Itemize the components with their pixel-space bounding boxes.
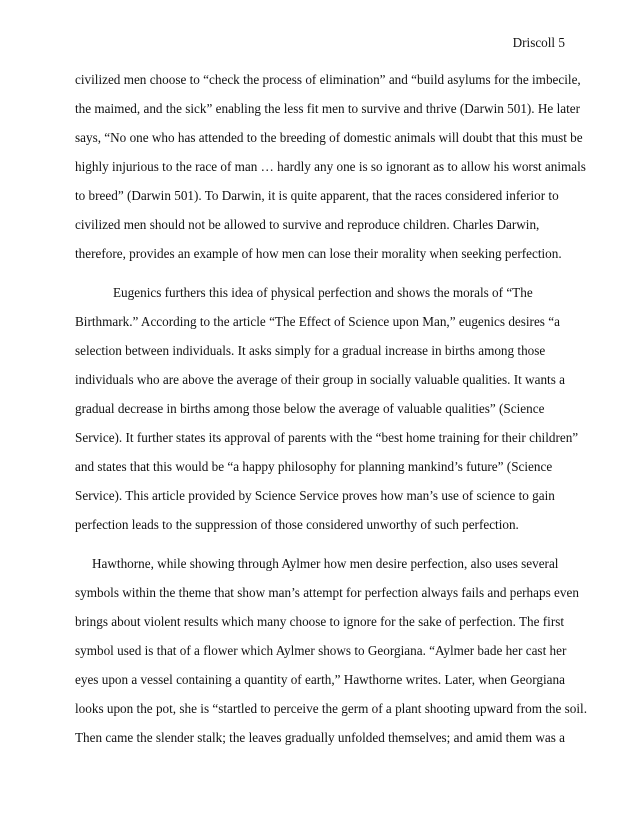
paragraph-line: symbol used is that of a flower which Aylmer shows to Georgiana. “Aylmer bade her cast her: [75, 643, 567, 658]
paragraph-line: therefore, provides an example of how men can lose their morality when seeking perfection.: [75, 246, 562, 261]
paragraph-line: selection between individuals. It asks simply for a gradual increase in births among those: [75, 343, 546, 358]
running-head: Driscoll 5: [512, 35, 565, 50]
paragraph-line: looks upon the pot, she is “startled to perceive the germ of a plant shooting upward from the soil.: [75, 701, 588, 716]
paragraph-line: Hawthorne, while showing through Aylmer how men desire perfection, also uses several: [92, 556, 559, 571]
paragraph-line: brings about violent results which many choose to ignore for the sake of perfection. The first: [75, 614, 565, 629]
paragraph-line: symbols within the theme that show man’s attempt for perfection always fails and perhaps even: [75, 585, 579, 600]
paragraph-line: Birthmark.” According to the article “The Effect of Science upon Man,” eugenics desires “a: [75, 314, 560, 329]
paragraph-line: eyes upon a vessel containing a quantity of earth,” Hawthorne writes. Later, when Georgiana: [75, 672, 565, 687]
paragraph-line: civilized men choose to “check the process of elimination” and “build asylums for the imbecile,: [75, 72, 581, 87]
paragraph-line: perfection leads to the suppression of those considered unworthy of such perfection.: [75, 517, 519, 532]
paragraph-line: Service). It further states its approval of parents with the “best home training for their children”: [75, 430, 579, 445]
paragraph-line: Eugenics furthers this idea of physical perfection and shows the morals of “The: [113, 285, 533, 300]
paragraph-line: and states that this would be “a happy philosophy for planning mankind’s future” (Science: [75, 459, 553, 474]
paragraph-line: the maimed, and the sick” enabling the less fit men to survive and thrive (Darwin 501). He later: [75, 101, 581, 116]
paragraph-line: Then came the slender stalk; the leaves gradually unfolded themselves; and amid them was a: [75, 730, 565, 745]
paragraph-line: gradual decrease in births among those below the average of valuable qualities” (Science: [75, 401, 545, 416]
paragraph-line: highly injurious to the race of man … hardly any one is so ignorant as to allow his worst animals: [75, 159, 586, 174]
paragraph-line: to breed” (Darwin 501). To Darwin, it is quite apparent, that the races considered inferior to: [75, 188, 559, 203]
paragraph-line: says, “No one who has attended to the breeding of domestic animals will doubt that this must be: [75, 130, 583, 145]
paragraph-line: civilized men should not be allowed to survive and reproduce children. Charles Darwin,: [75, 217, 540, 232]
paragraph-line: Service). This article provided by Science Service proves how man’s use of science to gain: [75, 488, 555, 503]
paragraph-line: individuals who are above the average of their group in socially valuable qualities. It wants a: [75, 372, 565, 387]
